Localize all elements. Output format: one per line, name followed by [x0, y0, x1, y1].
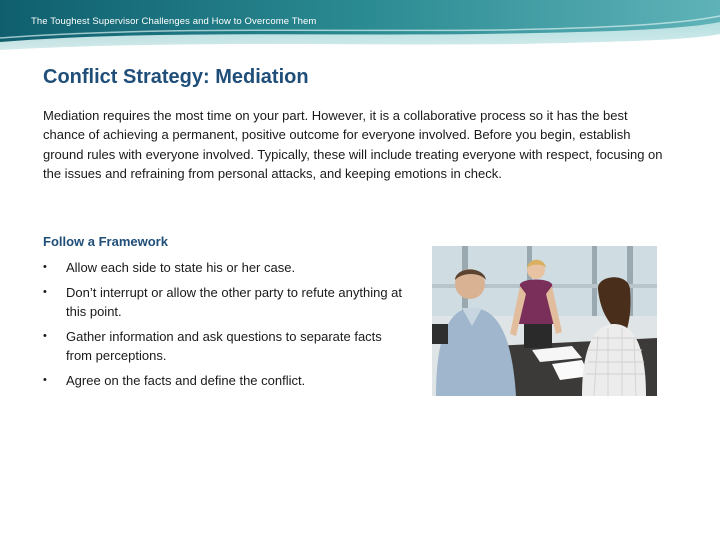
bullet-glyph: • — [43, 374, 47, 386]
bullet-item — [43, 371, 403, 390]
bullet-text: Allow each side to state his or her case. — [66, 260, 296, 275]
bullet-item — [43, 283, 403, 321]
bullet-glyph: • — [43, 330, 47, 342]
bullet-item — [43, 258, 403, 277]
framework-subheading: Follow a Framework — [43, 234, 168, 249]
bullet-item — [43, 327, 403, 365]
meeting-photo — [432, 246, 657, 396]
bullet-glyph: • — [43, 286, 47, 298]
presentation-title: The Toughest Supervisor Challenges and How to Overcome Them — [31, 16, 317, 27]
meeting-illustration — [432, 246, 657, 396]
framework-bullet-list — [43, 258, 403, 396]
bullet-text: Agree on the facts and define the conflict. — [66, 373, 306, 388]
bullet-text: Don’t interrupt or allow the other party to refute anything at this point. — [66, 285, 403, 319]
slide-title: Conflict Strategy: Mediation — [43, 66, 309, 88]
bullet-text: Gather information and ask questions to separate facts from perceptions. — [66, 329, 382, 363]
body-paragraph: Mediation requires the most time on your part. However, it is a collaborative process so it has the best chance of achieving a permanent, positive outcome for everyone involved. Before you begin, establish ground rules with everyone involved. Typically, these will include treating everyone with respect, focusing on the issues and refraining from personal attacks, and keeping emotions in check. — [43, 108, 663, 182]
bullet-glyph: • — [43, 261, 47, 273]
